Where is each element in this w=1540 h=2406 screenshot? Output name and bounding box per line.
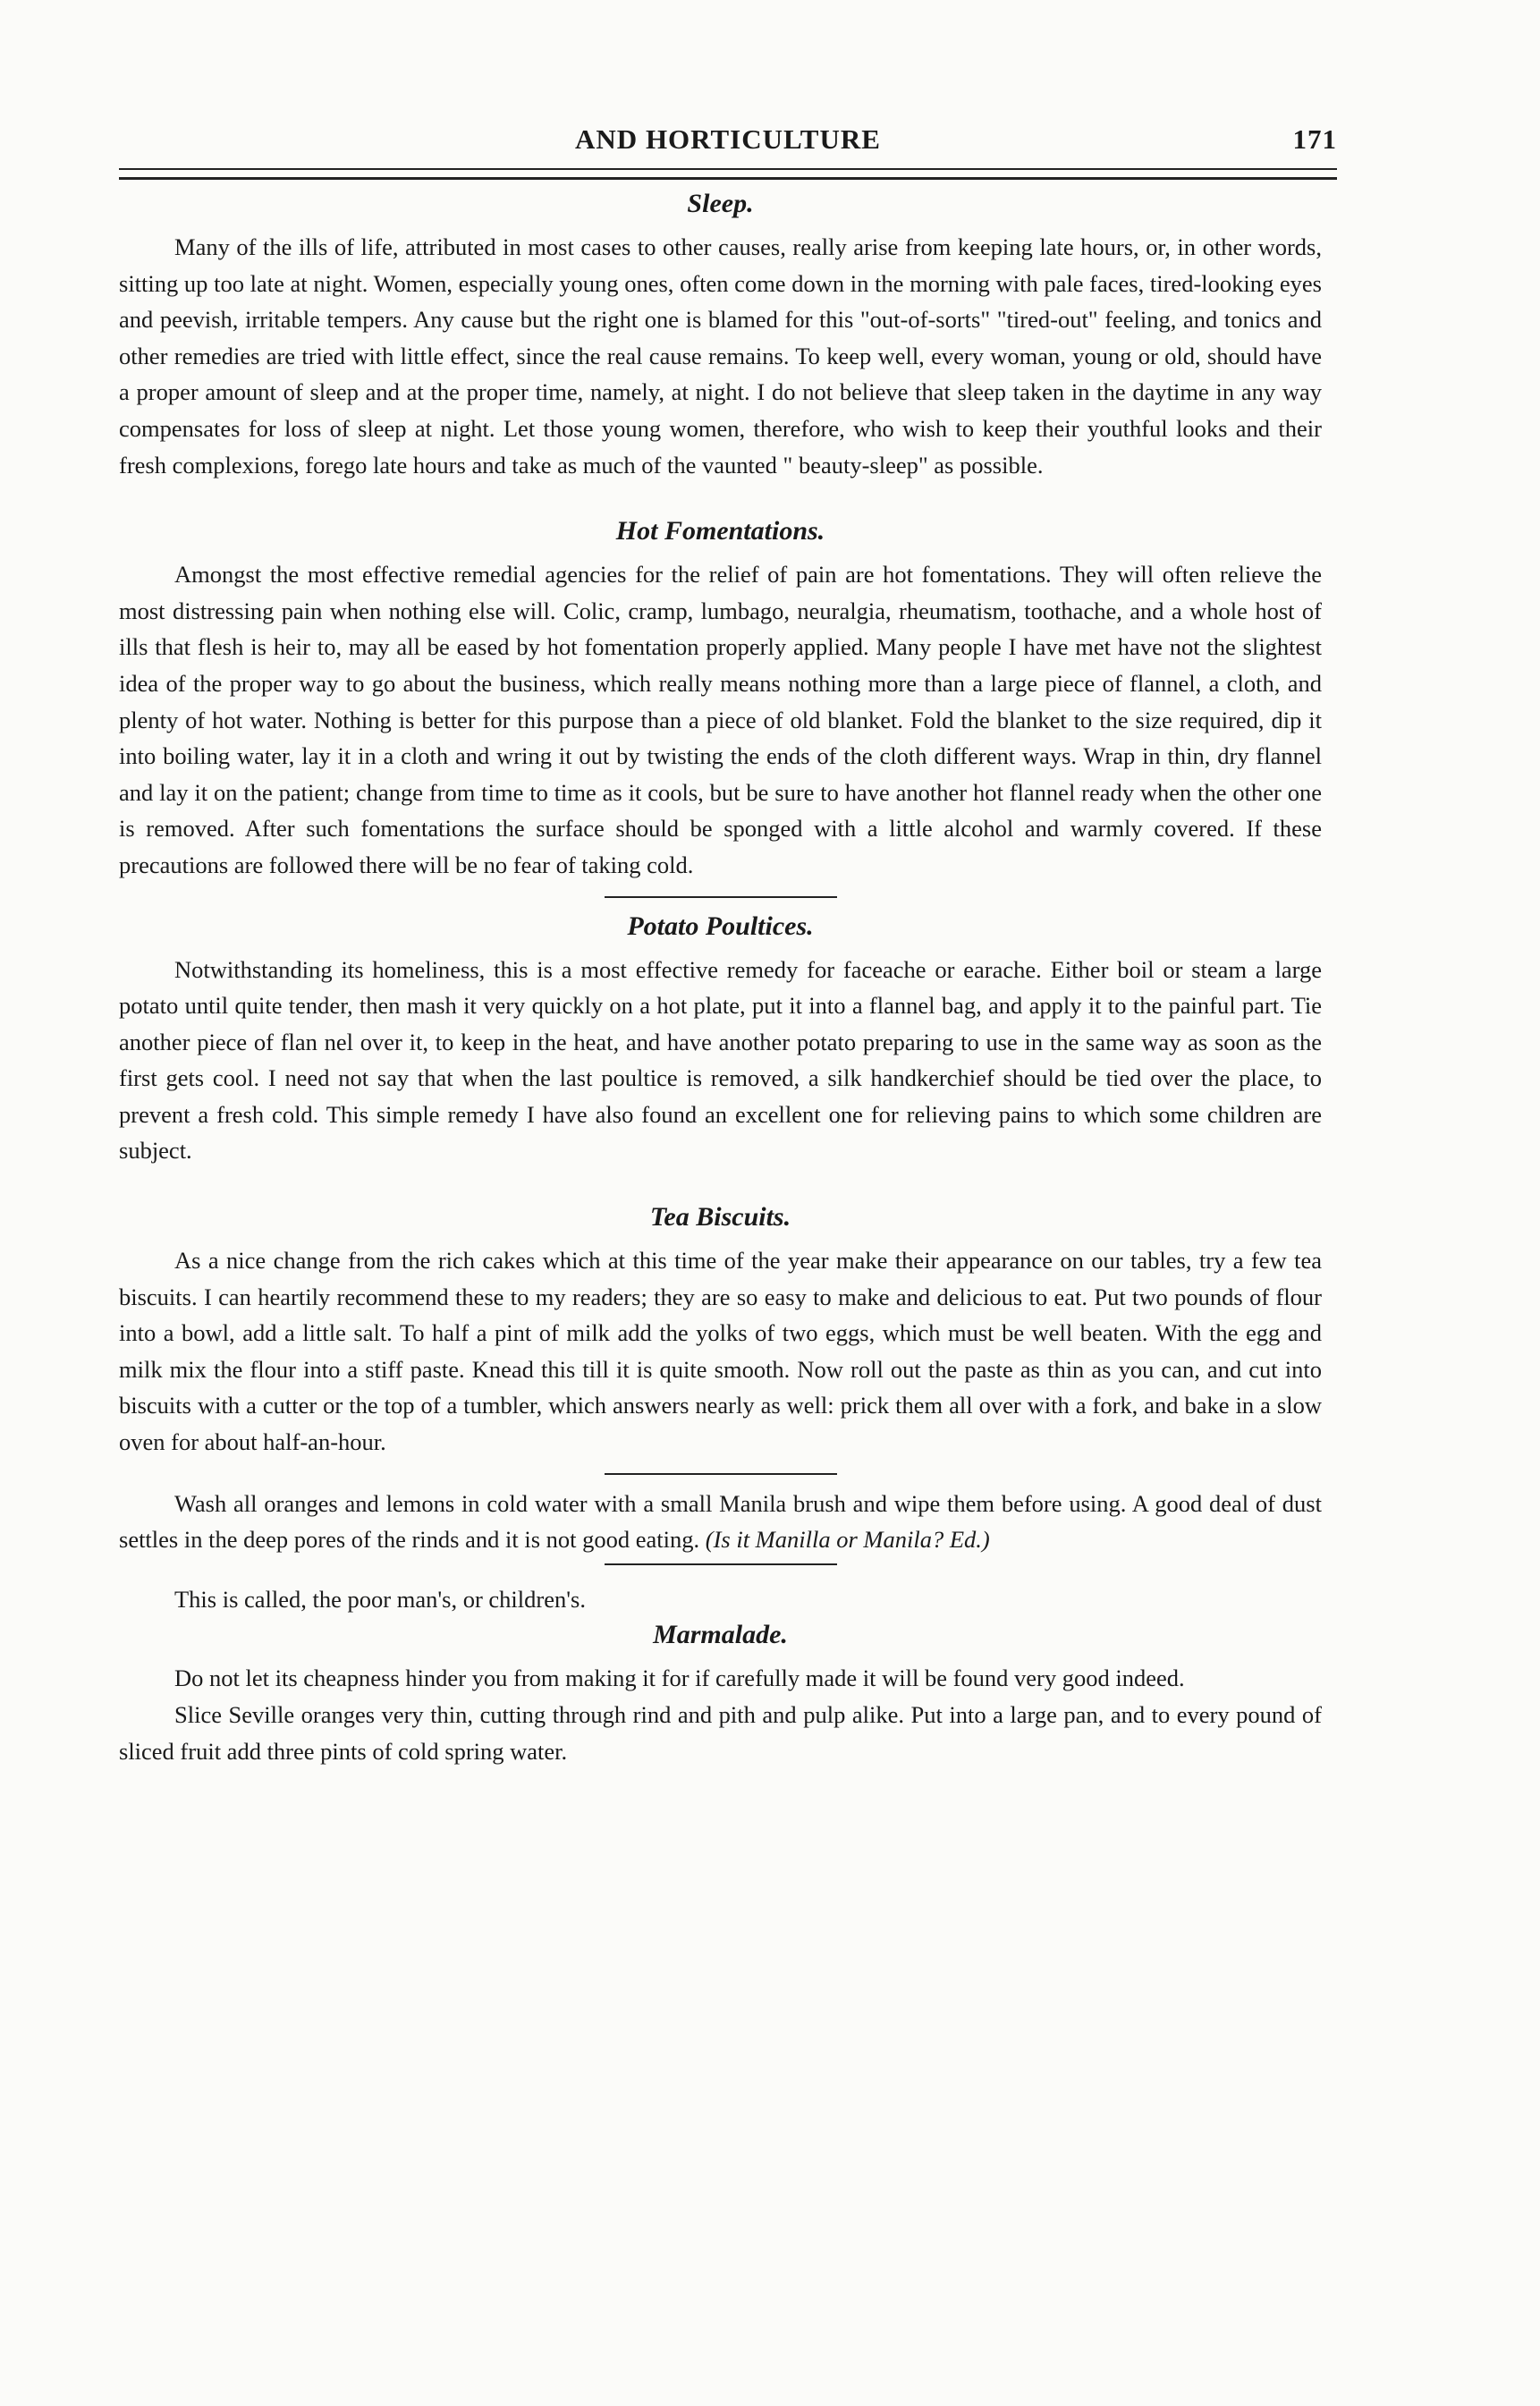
marmalade-paragraph: Slice Seville oranges very thin, cutting through rind and pith and pulp alike. Put into a large pan, and to every pound of sliced fruit add three pints of cold spring water.: [119, 1701, 1322, 1765]
page-number: 171: [1292, 123, 1337, 155]
running-header: [119, 123, 1337, 159]
section-tea-biscuits: [119, 1199, 1322, 1461]
spacer: [119, 483, 1322, 513]
running-title: AND HORTICULTURE: [575, 123, 881, 155]
section-hot-fomentations: [119, 513, 1322, 883]
oranges-text: [119, 1486, 1322, 1558]
section-title: Tea Biscuits.: [649, 1202, 791, 1233]
section-divider: [605, 896, 837, 898]
section-text: Amongst the most effective remedial agencies for the relief of pain are hot fomentations. They will often relieve the most distressing pain when nothing else will. Colic, cramp, lumbago, neuralgia, rheumatism, toothache, and a whole host of ills that flesh is heir to, may all be eased by hot fomentation properly applied. Many people I have met have not the slightest idea of the proper way to go about the business, which really means nothing more than a large piece of flannel, a cloth, and plenty of hot water. Nothing is better for this purpose than a piece of old blanket. Fold the blanket to the size required, dip it into boiling water, lay it in a cloth and wring it out by twisting the ends of the cloth different ways. Wrap in thin, dry flannel and lay it on the patient; change from time to time as it cools, but be sure to have another hot flannel ready when the other one is removed. After such fomentations the surface should be sponged with a little alcohol and warmly covered. If these precautions are followed there will be no fear of taking cold.: [119, 561, 1322, 878]
editor-note: (Is it Manilla or Manila? Ed.): [705, 1526, 990, 1554]
spacer: [119, 1169, 1322, 1199]
section-text: Many of the ills of life, attributed in most cases to other causes, really arise from keeping late hours, or, in other words, sitting up too late at night. Women, especially young ones, often come down in the morning with pale faces, tired-looking eyes and peevish, irritable tempers. Any cause but the right one is blamed for this "out-of-sorts" "tired-out" feeling, and tonics and other remedies are tried with little effect, since the real cause remains. To keep well, every woman, young or old, should have a proper amount of sleep and at the proper time, namely, at night. I do not believe that sleep taken in the daytime in any way compensates for loss of sleep at night. Let those young women, therefore, who wish to keep their youthful looks and their fresh complexions, forego late hours and take as much of the vaunted " beauty-sleep" as possible.: [119, 233, 1322, 479]
section-title: Hot Fomentations.: [615, 516, 825, 546]
section-text: As a nice change from the rich cakes which at this time of the year make their appearance on our tables, try a few tea biscuits. I can heartily recommend these to my readers; they are so easy to make and delicious to eat. Put two pounds of flour into a bowl, add a little salt. To half a pint of milk add the yolks of two eggs, which must be well beaten. With the egg and milk mix the flour into a stiff paste. Knead this till it is quite smooth. Now roll out the paste as thin as you can, and cut into biscuits with a cutter or the top of a tumbler, which answers nearly as well: prick them all over with a fork, and bake in a slow oven for about half-an-hour.: [119, 1247, 1322, 1456]
section-divider: [605, 1563, 837, 1565]
article-body: [119, 186, 1322, 1769]
oranges-body: Wash all oranges and lemons in cold water with a small Manila brush and wipe them before using. A good deal of dust settles in the deep pores of the rinds and it is not good eating.: [119, 1489, 1322, 1554]
section-title: Potato Poultices.: [627, 911, 814, 941]
section-sleep: [119, 186, 1322, 483]
section-marmalade: [119, 1617, 1322, 1769]
section-title: Sleep.: [687, 189, 754, 218]
section-title: Marmalade.: [653, 1620, 788, 1650]
section-text: Notwithstanding its homeliness, this is a most effective remedy for faceache or earache. Either boil or steam a large potato until quite tender, then mash it very quickly on a hot plate, put it into a flannel bag, and apply it to the painful part. Tie another piece of flan nel over it, to keep in the heat, and have another potato preparing to use in the same way as soon as the first gets cool. I need not say that when the last poultice is removed, a silk handkerchief should be tied over the place, to prevent a fresh cold. This simple remedy I have also found an excellent one for relieving pains to which some children are subject.: [119, 955, 1322, 1165]
marmalade-paragraph: Do not let its cheapness hinder you from making it for if carefully made it will be found very good indeed.: [174, 1665, 1185, 1692]
section-divider: [605, 1473, 837, 1475]
footnote: This is called, the poor man's, or children's.: [174, 1585, 586, 1613]
header-rule: [119, 168, 1337, 180]
section-potato-poultices: [119, 909, 1322, 1170]
section-oranges-note: [119, 1486, 1322, 1558]
